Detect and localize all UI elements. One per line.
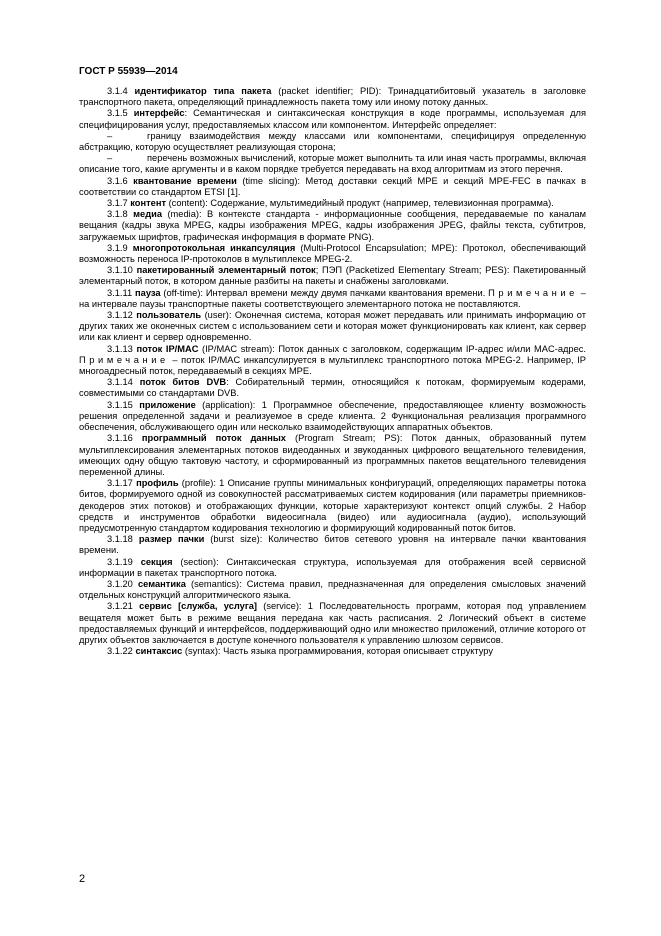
list-item: – границу взаимодействия между классами или компонентами, специфицируя определенную абстракцию, которую осуществляет реализующая сторона; (79, 130, 586, 153)
entry-3-1-18: 3.1.18 размер пачки (burst size): Количество битов сетевого уровня на интервале пачки квантования времени. (79, 534, 586, 556)
entry-3-1-20: 3.1.20 семантика (semantics): Система правил, предназначенная для определения смысловых значений отдельных конструкций алгоритмического языка. (79, 578, 586, 601)
note-label: Примечание (488, 287, 578, 298)
document-header: ГОСТ Р 55939—2014 (79, 66, 178, 77)
entry-3-1-19: 3.1.19 секция (section): Синтаксическая структура, используемая для отображения всей сервисной информации в пакетах транспортного потока. (79, 556, 586, 578)
entry-3-1-21: 3.1.21 сервис [служба, услуга] (service): 1 Последовательность программ, которая под управлением вещателя может быть в режиме вещания передана как часть расписания. 2 Логический объект в системе предоставляемых функций и интерфейсов, поддерживающий одно или множество приложений, отличие которого от других объектов заключается в доступе конечного пользователя к управлению шлюзом сервисов. (79, 601, 586, 645)
entry-3-1-16: 3.1.16 программный поток данных (Program Stream; PS): Поток данных, образованный путем мультиплексирования элементарных потоков видеоданных и звукоданных цифрового вещательного телевидения, имеющих одну общую тактовую частоту, и сформированный из программных пакетов вещательного телевидения переменной длины. (79, 433, 586, 477)
entry-3-1-11: 3.1.11 пауза (off-time): Интервал времени между двумя пачками квантования времени. Примечание – на интервале паузы транспортные пакеты соответствующего элементарного потока не поставляются. (79, 287, 586, 309)
document-body (79, 86, 586, 657)
page-number: 2 (79, 873, 86, 885)
entry-3-1-8: 3.1.8 медиа (media): В контексте стандарта - информационные сообщения, передаваемые по каналам вещания (кадры звука MPEG, кадры изображения MPEG, кадры изображения JPEG, файлы текста, субтитров, загружаемых шрифтов, графическая информация в формате PNG). (79, 209, 586, 242)
entry-3-1-14: 3.1.14 поток битов DVB: Собирательный термин, относящийся к потокам, формируемым кодерами, совместимыми со стандартами DVB. (79, 377, 587, 399)
entry-3-1-12: 3.1.12 пользователь (user): Оконечная система, которая может передавать или принимать информацию от других таких же оконечных систем с использованием сети и которая может функционировать как клиент, как сервер или как клиент и сервер одновременно. (79, 310, 586, 343)
entry-3-1-6: 3.1.6 квантование времени (time slicing): Метод доставки секций MPE и секций MPE-FEC в пачках в соответствии со стандартом ETSI [1]. (79, 175, 587, 197)
note-label: Примечание (79, 354, 169, 365)
list-item: – перечень возможных вычислений, которые может выполнить та или иная часть программы, включая описание того, какие аргументы и в каком порядке требуется передавать на вход алгоритмам из этого перечня. (79, 153, 586, 175)
entry-3-1-4: 3.1.4 идентификатор типа пакета (packet identifier; PID): Тринадцатибитовый указатель в заголовке транспортного пакета, определяющий принадлежность пакета тому или иному потоку данных. (79, 86, 586, 108)
entry-3-1-5: 3.1.5 интерфейс: Семантическая и синтаксическая конструкция в коде программы, используемая для специфицирования услуг, предоставляемых классом или компонентом. Интерфейс определяет: (79, 108, 586, 130)
entry-3-1-15: 3.1.15 приложение (application): 1 Программное обеспечение, предоставляющее клиенту возможность решения определенной задачи и реализуемое в среде клиента. 2 Функциональная реализация программного обеспечения, обслуживающего один или несколько взаимодействующих аппаратных объектов. (79, 399, 586, 433)
entry-3-1-9: 3.1.9 многопротокольная инкапсуляция (Multi-Protocol Encapsulation; MPE): Протокол, обеспечивающий возможность переноса IP-протоколов в мультиплексе MPEG-2. (79, 242, 586, 265)
entry-3-1-10: 3.1.10 пакетированный элементарный поток; ПЭП (Packetized Elementary Stream; PES): Пакетированный элементарный поток, в котором данные разбиты на пакеты и снабжены заголовками. (79, 265, 586, 287)
entry-3-1-17: 3.1.17 профиль (profile): 1 Описание группы минимальных конфигураций, определяющих параметры потока битов, формируемого одной из совокупностей рассматриваемых систем кодирования (или параметры приемников-декодеров этих потоков) и отображающих функции, которые характеризуют контекст опций службы. 2 Набор средств и инструментов обработки видеосигнала (видео) или аудиосигнала (аудио), использующий предусмотренную стандартом кодирования технологию и формирующий кодированный поток битов. (79, 478, 586, 533)
entry-3-1-13: 3.1.13 поток IP/MAC (IP/MAC stream): Поток данных с заголовком, содержащим IP-адрес и/или MAC-адрес. Примечание – поток IP/MAC инкапсулируется в мультиплекс транспортного потока MPEG-2. Например, IP многоадресный поток, передаваемый в секциях MPE. (79, 343, 586, 377)
entry-3-1-22: 3.1.22 синтаксис (syntax): Часть языка программирования, которая описывает структуру (107, 646, 494, 657)
entry-3-1-7: 3.1.7 контент (content): Содержание, мультимедийный продукт (например, телевизионная программа). (107, 198, 554, 209)
